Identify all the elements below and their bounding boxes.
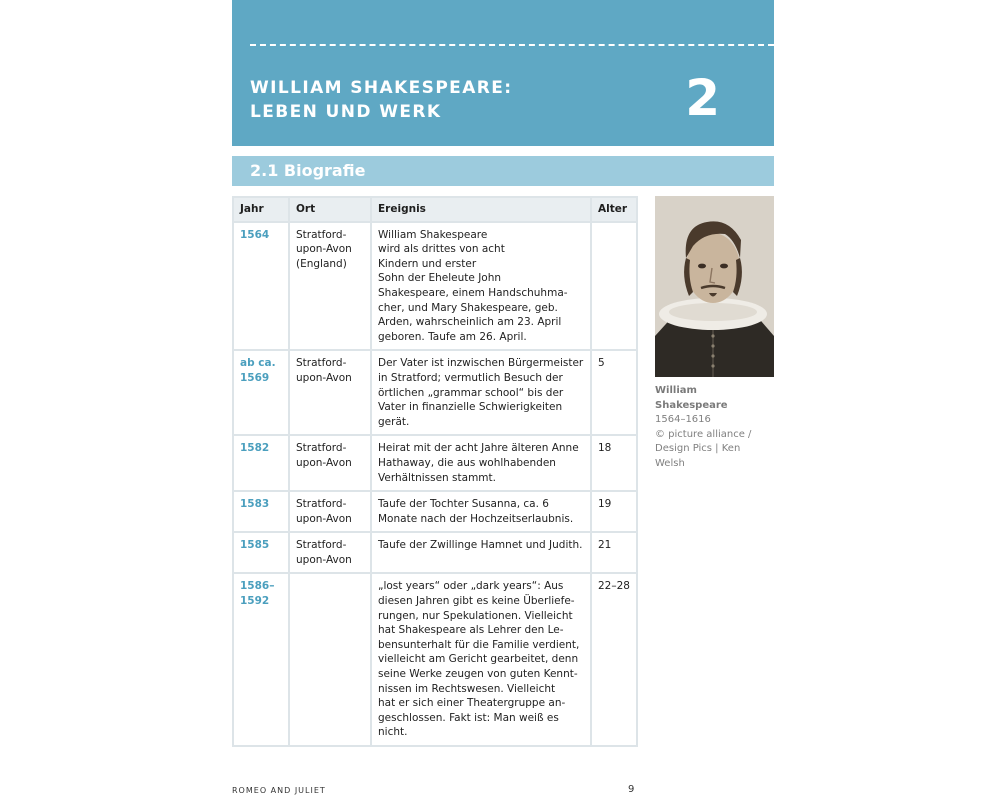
table-row — [233, 222, 637, 351]
section-bar — [232, 156, 774, 186]
cell-year-line: 1569 — [240, 371, 270, 384]
cell-event — [371, 435, 591, 491]
cell-year — [233, 222, 289, 351]
chapter-title — [250, 76, 512, 124]
cell-year — [233, 491, 289, 532]
cell-event-line: William Shakespeare — [378, 228, 488, 241]
cell-place — [289, 222, 371, 351]
table-row — [233, 435, 637, 491]
cell-event-line: in Stratford; vermutlich Besuch der — [378, 371, 563, 384]
caption-credit-line-3: Welsh — [655, 457, 685, 469]
caption-dates: 1564–1616 — [655, 414, 711, 425]
cell-event-line: geboren. Taufe am 26. April. — [378, 330, 527, 343]
cell-event-line: vielleicht am Gericht gearbeitet, denn — [378, 653, 579, 666]
cell-event-line: Monate nach der Hochzeitserlaubnis. — [378, 512, 574, 525]
cell-event-line: diesen Jahren gibt es keine Überliefe- — [378, 595, 575, 608]
cell-year-line: 1592 — [240, 595, 270, 608]
cell-event — [371, 573, 591, 746]
cell-year-line: 1586– — [240, 580, 275, 593]
cell-event-line: bensunterhalt für die Familie verdient, — [378, 638, 580, 651]
chapter-title-line-2: LEBEN UND WERK — [250, 102, 442, 122]
table-row — [233, 532, 637, 573]
table-row — [233, 350, 637, 435]
caption-credit-line-2: Design Pics | Ken — [655, 443, 741, 454]
cell-event-line: Kindern und erster — [378, 257, 477, 270]
cell-event-line: hat er sich einer Theatergruppe an- — [378, 697, 566, 710]
cell-year — [233, 350, 289, 435]
cell-place — [289, 350, 371, 435]
cell-place-line: Stratford- — [296, 539, 347, 552]
cell-year — [233, 532, 289, 573]
portrait-image — [655, 196, 774, 377]
cell-year-line: 1583 — [240, 498, 270, 511]
cell-place-line: upon-Avon — [296, 512, 352, 525]
cell-age: 22–28 — [591, 573, 637, 746]
cell-event — [371, 222, 591, 351]
cell-event-line: Taufe der Tochter Susanna, ca. 6 — [378, 498, 549, 511]
dashed-divider — [250, 44, 774, 46]
footer-book-title: ROMEO AND JULIET — [232, 786, 326, 795]
cell-event-line: nissen im Rechtswesen. Vielleicht — [378, 682, 556, 695]
column-header-event: Ereignis — [371, 197, 591, 222]
cell-event-line: gerät. — [378, 415, 410, 428]
cell-event-line: Der Vater ist inzwischen Bürgermeister — [378, 357, 584, 370]
cell-event-line: hat Shakespeare als Lehrer den Le- — [378, 624, 564, 637]
column-header-place: Ort — [289, 197, 371, 222]
cell-place — [289, 435, 371, 491]
cell-age: 5 — [591, 350, 637, 435]
column-header-age: Alter — [591, 197, 637, 222]
table-row — [233, 573, 637, 746]
cell-event-line: Taufe der Zwillinge Hamnet und Judith. — [378, 539, 583, 552]
cell-year-line: 1564 — [240, 228, 270, 241]
cell-event-line: örtlichen „grammar school“ bis der — [378, 386, 564, 399]
cell-place-line: upon-Avon — [296, 371, 352, 384]
cell-age: 18 — [591, 435, 637, 491]
cell-age: 19 — [591, 491, 637, 532]
cell-event-line: wird als drittes von acht — [378, 243, 505, 256]
cell-event — [371, 532, 591, 573]
biography-table — [232, 196, 638, 747]
cell-year — [233, 435, 289, 491]
page-number: 9 — [628, 784, 635, 795]
chapter-title-line-1: WILLIAM SHAKESPEARE: — [250, 78, 513, 98]
cell-place-line: Stratford- — [296, 357, 347, 370]
cell-event-line: cher, und Mary Shakespeare, geb. — [378, 301, 558, 314]
cell-place-line: (England) — [296, 257, 347, 270]
cell-place-line: Stratford- — [296, 228, 347, 241]
cell-place-line: upon-Avon — [296, 456, 352, 469]
caption-name-line-2: Shakespeare — [655, 399, 728, 411]
cell-year — [233, 573, 289, 746]
cell-place-line: upon-Avon — [296, 553, 352, 566]
shakespeare-portrait — [655, 196, 774, 377]
cell-place — [289, 491, 371, 532]
cell-event-line: „lost years“ oder „dark years“: Aus — [378, 580, 564, 593]
cell-event-line: Sohn der Eheleute John — [378, 272, 502, 285]
cell-year-line: ab ca. — [240, 357, 276, 370]
cell-event-line: Verhältnissen stammt. — [378, 471, 496, 484]
cell-event-line: Shakespeare, einem Handschuhma- — [378, 286, 568, 299]
cell-event-line: Heirat mit der acht Jahre älteren Anne — [378, 442, 579, 455]
cell-year-line: 1582 — [240, 442, 270, 455]
cell-event-line: seine Werke zeugen von guten Kennt- — [378, 668, 578, 681]
cell-event — [371, 350, 591, 435]
caption-credit-line-1: © picture alliance / — [655, 428, 752, 440]
section-title: 2.1 Biografie — [250, 161, 366, 180]
table-header-row — [233, 197, 637, 222]
cell-place-line: Stratford- — [296, 498, 347, 511]
cell-event — [371, 491, 591, 532]
cell-event-line: rungen, nur Spekulationen. Vielleicht — [378, 609, 573, 622]
chapter-header — [232, 0, 774, 146]
cell-place-line: Stratford- — [296, 442, 347, 455]
cell-place — [289, 573, 371, 746]
cell-event-line: Vater in finanzielle Schwierigkeiten — [378, 401, 563, 414]
table-body — [233, 222, 637, 746]
portrait-caption — [655, 384, 775, 471]
chapter-number: 2 — [685, 69, 720, 127]
cell-age: 21 — [591, 532, 637, 573]
cell-event-line: Arden, wahrscheinlich am 23. April — [378, 316, 562, 329]
cell-place — [289, 532, 371, 573]
caption-name-line-1: William — [655, 385, 697, 396]
cell-place-line: upon-Avon — [296, 243, 352, 256]
cell-event-line: geschlossen. Fakt ist: Man weiß es — [378, 711, 559, 724]
cell-year-line: 1585 — [240, 539, 270, 552]
column-header-year: Jahr — [233, 197, 289, 222]
cell-event-line: nicht. — [378, 726, 408, 739]
cell-event-line: Hathaway, die aus wohlhabenden — [378, 456, 556, 469]
table-row — [233, 491, 637, 532]
cell-age — [591, 222, 637, 351]
